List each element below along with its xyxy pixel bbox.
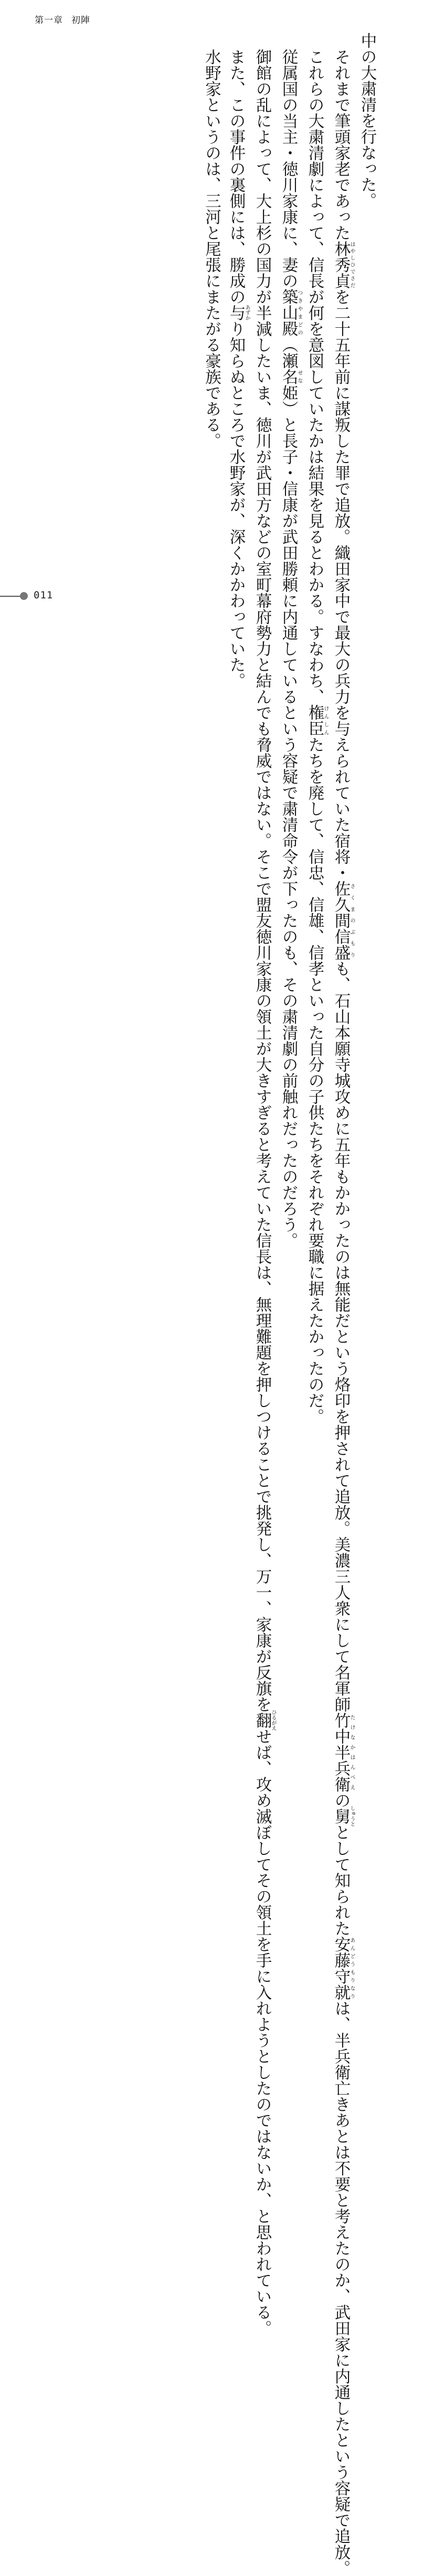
ruby-base: 竹中半兵衛 [332,1712,350,1792]
section-title: 初陣 [71,15,90,26]
paragraph-6 [224,33,250,689]
paragraph-4 [276,33,302,1248]
ruby-base: 名 [279,368,298,384]
ruby-word [332,880,355,961]
text-run: も、石山本願寺城攻めに五年もかかったのは無能だという烙印を押されて追放。美濃三人衆にして名軍師 [332,960,350,1712]
paragraph-5 [250,33,276,2336]
ruby-reading: あんどうもりなり [349,1936,355,2000]
text-run: を二十五年前に謀叛した罪で追放。織田家中で最大の兵力を与えられていた宿将・ [332,288,350,881]
ruby-reading: ひるがえ [270,1709,276,1731]
ruby-base: 築山殿 [279,288,298,337]
paragraph-3 [302,33,329,1424]
ruby-word [305,704,329,736]
ruby-word [227,304,250,321]
ruby-base: 与 [227,304,245,320]
text-run: それまで筆頭家老であった [332,48,350,241]
ruby-word [279,368,302,385]
text-run: は、半兵衛亡きあとは不要と考えたのか、武田家に内通したという容疑で追放。 [332,2000,350,2576]
text-run: 水野家というのは、三河と尾張にまたがる豪族である。 [202,48,221,448]
chapter-label: 第一章 [35,15,63,26]
ruby-base: 翻 [253,1709,271,1731]
text-run: として知られた [332,1824,350,1936]
footer-dot-icon [20,592,28,600]
ruby-base: 佐久間信盛 [332,880,350,960]
text-run: 中の大粛清を行なった。 [358,33,376,209]
text-run: これらの大粛清劇によって、信長が何を意図していたかは結果を見るとわかる。すなわち、 [305,48,324,704]
text-run: 御館の乱によって、大上杉の国力が半減したいま、徳川が武田方などの室町幕府勢力と結んでも脅威ではない。そこで盟友徳川家康の領土が大きすぎると考えていた信長は、無理難題を押しつけることで挑発し、万一、家康が反旗を [253,48,271,1712]
text-run: 従属国の当主・徳川家康に、妻の [279,48,298,288]
text-run: （瀬 [279,336,298,369]
ruby-reading: つきやまどの [297,288,302,337]
paragraph-2: それまで筆頭家老であった林秀貞はやしひでさだを二十五年前に謀叛した罪で追放。織田家中で最大の兵力を与えられていた宿将・佐久間信盛さくまのぶもりも、石山本願寺城攻めに五年もかかったのは無能だという烙印を押されて追放。美濃三人衆にして名軍師竹中半兵衛たけなかはんべえの舅しゅうととして知られた安藤守就あんどうもりなりは、半兵衛亡きあとは不要と考えたのか、武田家に内通したという容疑で追放。 [332,48,355,2576]
page-number: 011 [34,589,54,601]
text-run: せば、攻め滅ぼしてその領土を手に入れようとしたのではないか、と思われている。 [253,1728,271,2336]
paragraph-7 [199,33,224,583]
text-run: 姫）と長子・信康が武田勝頼に内通しているという容疑で粛清命令が下ったのも、その粛清劇の前触れだったのだろう。 [279,384,298,1248]
text-run: たちを廃して、信忠、信雄、信孝といった自分の子供たちをそれぞれ要職に据えたかったのだ。 [305,736,324,1424]
ruby-word [253,1709,276,1731]
ruby-word [332,1936,355,2000]
ruby-word [332,240,355,289]
running-head [35,13,90,26]
ruby-reading: せな [297,368,302,384]
footer-rule [0,596,21,597]
ruby-reading: はやしひでさだ [349,240,355,288]
text-run: り知らぬところで水野家が、深くかかわっていた。 [227,320,245,689]
ruby-base: 舅 [332,1805,350,1827]
ruby-reading: けんしん [323,704,329,736]
ruby-base: 林秀貞 [332,240,350,288]
ruby-base: 権臣 [305,704,324,736]
text-run: また、この事件の裏側には、勝成の [227,48,245,305]
paragraph-1 [355,33,379,583]
ruby-reading: あずか [244,304,250,320]
ruby-word [279,288,302,337]
ruby-base: 安藤守就 [332,1936,350,2000]
ruby-reading: たけなかはんべえ [349,1712,355,1792]
ruby-reading: しゅうと [349,1805,355,1827]
ruby-word [332,1805,355,1827]
ruby-reading: さくまのぶもり [349,880,355,960]
ruby-word [332,1712,355,1793]
